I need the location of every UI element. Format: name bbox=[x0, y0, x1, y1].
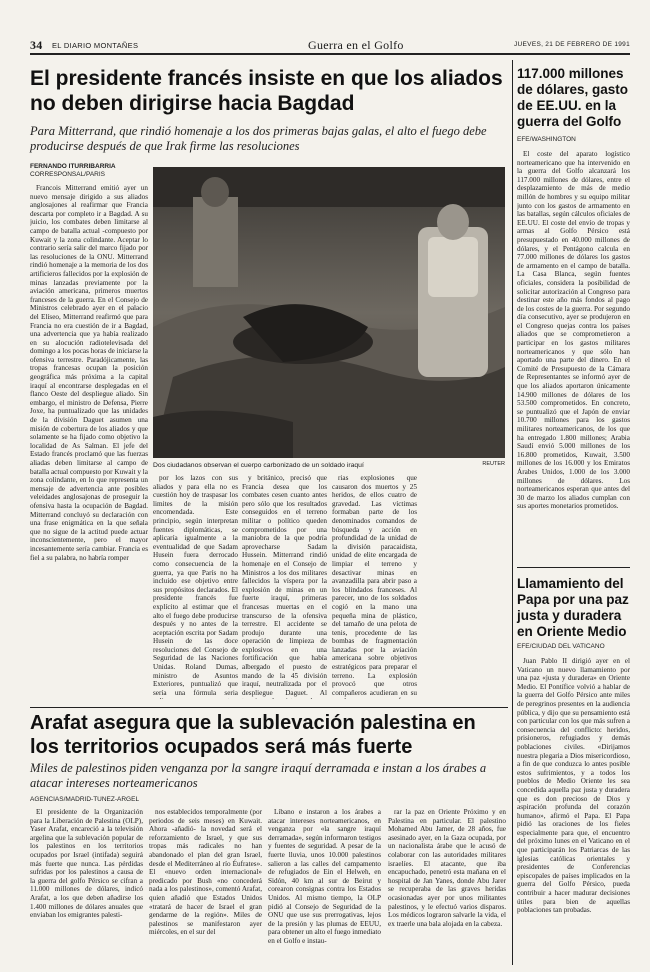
second-deck: Miles de palestinos piden venganza por la sangre iraquí derramada e instan a los árabes a atacar intereses norteamericanos bbox=[30, 761, 487, 790]
sidebar1-headline: 117.000 millones de dólares, gasto de EE.UU. en la guerra del Golfo bbox=[517, 66, 629, 129]
second-byline: AGENCIAS/MADRID-TUNEZ-ARGEL bbox=[30, 796, 140, 803]
lead-byline bbox=[30, 163, 150, 179]
second-column-2 bbox=[149, 808, 262, 968]
sidebar1-body-text: El coste del aparato logístico norteamericano que ha intervenido en la guerra del Golfo alcanzará los 117.000 millones de dólares, entre el desplazamiento de más de medio millón de hombres y su equipo militar junto con los gastos de armamento en las batallas, según cálculos oficiales de EE.UU. El coste del envío de tropas y armas al Golfo Pérsico está presupuestado en 40.000 millones de dólares, y el Pentágono calcula en 77.000 millones de dólares los gastos de armamento en el campo de batalla. La Casa Blanca, según fuentes oficiales, considera la posibilidad de solicitar autorización al Congreso para destinar este año más fondos al pago de los costes de la guerra. Por segundo día consecutivo, ayer se produjeron en el Congreso quejas contra los países aliados que se comprometieron a participar en los gastos militares norteamericanos y que sólo han aportado una parte del dinero. En el Comité de Presupuesto de la Cámara de Representantes se informó ayer de que los aliados aportaron únicamente 14.900 millones de dólares de los 53.500 comprometidos. En concreto, se puntualizó que el Japón de enviar 10.700 millones para los gastos militares norteamericanos, de los que ha entregado 1.800 millones; Arabia Saudí envió 5.000 millones de los 16.800 prometidos, Kuwait, 3.500 millones de los 16.000 y los Emiratos Árabes Unidos, 1.000 de los 3.000 millones de dólares. Los norteamericanos esperan que antes del 30 de marzo los aliados cumplan con sus aportes monetarios prometidos. bbox=[517, 150, 630, 511]
sidebar-divider bbox=[512, 60, 513, 965]
publication-name: EL DIARIO MONTAÑES bbox=[52, 41, 139, 50]
second-column-1-text: El presidente de la Organización para la Liberación de Palestina (OLP), Yaser Arafat, encareció a la televisión argelina que la sublevación popular de los palestinos en los territorios ocupados por Israel (intifada) seguirá más fuerte que nunca. Las pérdidas sufridas por los palestinos a causa de la guerra del golfo Pérsico se cifran a 11.000 millones de dólares, indicó Arafat, a los que deben añadirse los 1.400 millones de dólares anuales que enviaban los emigrantes palesti- bbox=[30, 808, 143, 920]
lead-photo bbox=[153, 167, 505, 458]
lead-column-4 bbox=[332, 474, 417, 699]
second-column-4 bbox=[388, 808, 506, 968]
page-header bbox=[30, 38, 630, 52]
lead-deck: Para Mitterrand, que rindió homenaje a los dos primeras bajas galas, el alto el fuego debe producirse después de que Irak firme las resoluciones bbox=[30, 124, 487, 153]
sidebar1-byline: EFE/WASHINGTON bbox=[517, 136, 576, 143]
second-column-2-text: nos establecidos temporalmente (por periodos de seis meses) en Kuwait. Ahora -añadió- la novedad será el reforzamiento de Israel, y que sus tropas más radicales no han abandonado el plan del gran Israel, desde el Mediterráneo al río Éufrates». El «nuevo orden internacional» predicado por Bush «no concederá nada a los palestinos», comentó Arafat, quien añadió que Estados Unidos «tratará de hacer de Israel el gran gendarme de la región». Miles de palestinos se manifestaron ayer miércoles, en el sur del bbox=[149, 808, 262, 937]
lead-column-4-text: rias explosiones que causaron dos muertos y 25 heridos, de ellos cuatro de gravedad. Las víctimas formaban parte de los denominados comandos de búsqueda y acción en profundidad de la unidad de la división paracaidista, unidad de elite encargada de limpiar el terreno y desactivar minas en avanzadilla para abrir paso a los blindados franceses. Al parecer, uno de los soldados cogió en la mano una pequeña mina de plástico, del tamaño de una pelota de tenis, procedente de las bombas de fragmentación lanzadas por la aviación americana sobre objetivos estratégicos para preparar el terreno. La explosión provocó que otros compañeros acudieran en su bbox=[332, 474, 417, 697]
second-column-1 bbox=[30, 808, 143, 968]
second-column-3-text: Líbano e instaron a los árabes a atacar intereses norteamericanos, en venganza por «la sangre iraquí derramada», según informaron testigos y fuentes de seguridad. A pesar de la fuerte lluvia, unos 10.000 palestinos salieron a las calles del campamento de refugiados de Ein el Helweh, en Sidón, 40 km al sur de Beirut y corearon consignas contra los Estados Unidos. Al mismo tiempo, la OLP pidió al Consejo de Seguridad de la ONU que use sus prerrogativas, lejos de la presión y las plumas de EEUU, para obtener un alto el fuego inmediato en el Golfo e instau- bbox=[268, 808, 381, 945]
lead-column-1 bbox=[30, 184, 148, 699]
sidebar-separator bbox=[517, 567, 630, 568]
photo-credit: REUTER bbox=[482, 461, 505, 467]
story-separator bbox=[30, 707, 508, 708]
issue-date: JUEVES, 21 DE FEBRERO DE 1991 bbox=[514, 41, 630, 48]
sidebar1-body bbox=[517, 150, 630, 560]
lead-column-3-text: y británico, precisó que Francia desea que los combates cesen cuanto antes pero sólo que los resultados conseguidos en el terreno militar o político queden comprometidos por una maniobra de la que podría aprovecharse Sadam Hussein. Mitterrand rindió homenaje en el Consejo de Ministros a los dos militares fallecidos la víspera por la explosión de minas en un fuerte iraquí, primeras francesas muertas en el transcurso de la ofensiva terrestre. El accidente se produjo durante una operación de limpieza de explosivos en una fortificación que había albergado el puesto de mando de la 45 división iraquí, neutralizada por el despliegue Daguet. Al bbox=[242, 474, 327, 697]
page-number: 34 bbox=[30, 38, 43, 52]
sidebar2-body bbox=[517, 657, 630, 967]
lead-byline-name: FERNANDO ITURRIBARRIA bbox=[30, 163, 116, 170]
charred-soldier-photo-image bbox=[153, 167, 505, 458]
lead-column-2-text: por los lazos con sus aliados y para ella no es cuestión hoy de traspasar los limites de la misión encomendada. Este principio, según interpretan fuentes diplomáticas, se aplicaría igualmente a la eventualidad de que Sadam Husein fuera derrocado como consecuencia de la guerra, ya que París no ha incluido ese objetivo entre sus propósitos declarados. El presidente francés fue explícito al estimar que el alto el fuego debe producirse después y no antes de la aceptación escrita por Sadam Husein de las doce resoluciones del Consejo de Seguridad de las Naciones Unidas. Roland Dumas, ministro de Asuntos Exteriores, puntualizó que sería una fórmula seria bbox=[153, 474, 238, 697]
lead-byline-role: CORRESPONSAL/PARIS bbox=[30, 171, 106, 178]
second-column-4-text: rar la paz en Oriente Próximo y en Palestina en particular. El palestino Mohamed Abu Jamer, de 28 años, fue asesinado ayer, en la Gaza ocupada, por un nacionalista árabe que le acusó de colaborar con las autoridades militares israelíes. El atacante, que iba encapuchado, penetró esta mañana en el hospital de Jan Yanes, donde Abu Jarer se recuperaba de las graves heridas ocasionadas ayer por unos militantes palestinos, y le efectuó varios disparos. Los médicos lograron salvarle la vida, el ex traerle una bala alojada en la cabeza. bbox=[388, 808, 506, 928]
header-rule bbox=[30, 53, 630, 55]
lead-headline: El presidente francés insiste en que los aliados no deben dirigirse hacia Bagdad bbox=[30, 67, 503, 115]
sidebar2-headline: Llamamiento del Papa por una paz justa y duradera en Oriente Medio bbox=[517, 576, 629, 639]
photo-caption: Dos ciudadanos observan el cuerpo carbonizado de un soldado iraquí bbox=[153, 462, 364, 469]
lead-column-1-text: Francois Mitterrand emitió ayer un nuevo mensaje dirigido a sus aliados anglosajones al reafirmar que Francia descarta por completo ir a Bagdad. A su juicio, los combates deben limitarse al campo de batalla actual -compuesto por Kuwait y la zona colindante. Aceptar lo contrario sería salir del marco fijado por las resoluciones de la ONU. Mitterrand rindió homenaje a la memoria de los dos artificieros fallecidos por la explosión de minas lanzadas previamente por la aviación americana, primeros muertos franceses de la guerra. En el Consejo de Ministros celebrado ayer en el palacio del Elíseo, Mitterrand reafirmó que para Francia no era cuestión de ir a Bagdad, una advertencia que ya había realizado en su alocución radiotelevisada del domingo a los pocas horas de iniciarse la ofensiva terrestre. Paradójicamente, las tropas francesas ocupan la posición geográfica más próxima a la capital iraquí al encontrarse desplegadas en el flanco Oeste del despliegue aliado. Sin embargo, el ministro de Defensa, Pierre Joxe, ha puntualizado que las unidades de la división Daguet asumen una misión de cobertura de los aliados y que solamente se ha fijado como objetivo la localidad de As Salman. El jefe del Estado francés proclamó que las fuerzas aliadas deben limitarse al campo de batalla actual compuesto por Kuwait y la zona colindante, en lo que representa un mensaje de advertencia ante posibles veleidades anglosajonas de proseguir la ofensiva hasta la ocupación de Bagdad. Mitterrand concluyó su declaración con una frase enigmática en la que señala que no sigue de la actitud puede actuar inconscientemente, pero el mayor incesantemente sería cambiar. Francia es fiel a su palabra, no habría romper bbox=[30, 184, 148, 562]
sidebar2-body-text: Juan Pablo II dirigió ayer en el Vaticano un nuevo llamamiento por una paz «justa y duradera» en Oriente Medio. El Pontífice volvió a hablar de la guerra del Golfo Pérsico ante miles de peregrinos presentes en la audiencia pública, y dijo que su pensamiento está con particular con los que más sufren a consecuencia del conflicto: heridos, prisioneros, refugiados y demás poblaciones civiles. «Dirijamos nuestra plegaria a Dios misericordioso, a fin de que conduzca lo antes posible estos sufrimientos, y a todos los pueblos de Medio Oriente les sea concedida aquella paz justa y duradera que es don precioso de Dios y aspiración profunda del corazón humano», afirmó el Papa. El Papa pidió las oraciones de los fieles especialmente para que, el encuentro del próximo lunes en el Vaticano en el que participarán los Patriarcas de las iglesias católicas orientales y presidentes de Conferencias episcopales de países implicados en la guerra del Golfo Pérsico, pueda contribuir a hacer madurar decisiones útiles para bien de aquellas poblaciones tan probadas. bbox=[517, 657, 630, 915]
section-title: Guerra en el Golfo bbox=[308, 38, 404, 52]
second-headline: Arafat asegura que la sublevación palestina en los territorios ocupados será más fuerte bbox=[30, 712, 476, 758]
sidebar2-byline: EFE/CIUDAD DEL VATICANO bbox=[517, 643, 605, 650]
lead-column-2 bbox=[153, 474, 238, 699]
second-column-3 bbox=[268, 808, 381, 968]
lead-column-3 bbox=[242, 474, 327, 699]
